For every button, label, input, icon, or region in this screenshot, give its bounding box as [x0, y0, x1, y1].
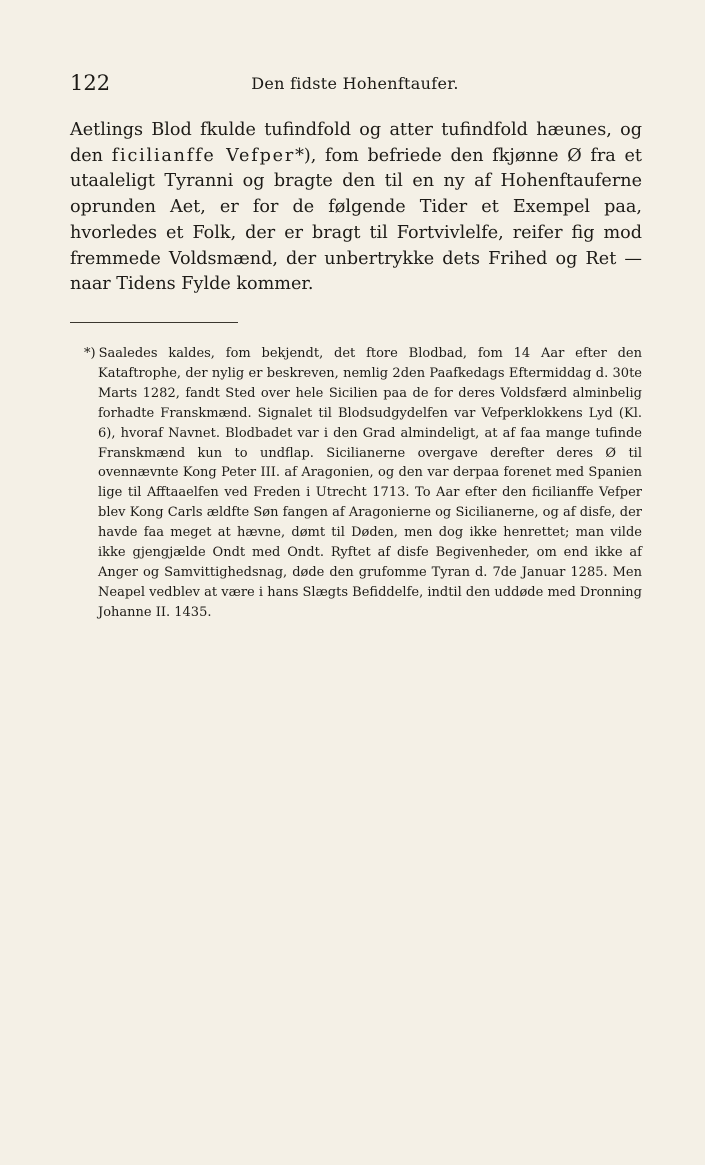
footnote-mark: *): [84, 346, 96, 361]
main-paragraph: [70, 118, 642, 298]
footnote-divider: [70, 322, 238, 323]
running-title: Den fidste Hohenftaufer.: [251, 74, 459, 93]
footnote-text: Saaledes kaldes, fom bekjendt, det ftore Blodbad, fom 14 Aar efter den Kataftrophe, der nylig er beskreven, nemlig 2den Paafkedags Eftermiddag d. 30te Marts 1282, fandt Sted over hele Sicilien paa de for deres Voldsfærd alminbelig forhadte Franskmænd. Signalet til Blodsudgydelfen var Vefperklokkens Lyd (Kl. 6), hvoraf Navnet. Blodbadet var i den Grad almindeligt, at af faa mange tufinde Franskmænd kun to undflap. Sicilianerne overgave derefter deres Ø til ovennævnte Kong Peter III. af Aragonien, og den var derpaa forenet med Spanien lige til Afftaaelfen ved Freden i Utrecht 1713. To Aar efter den ficilianffe Vefper blev Kong Carls ældfte Søn fangen af Aragonierne og Sicilianerne, og af disfe, der havde faa meget at hævne, dømt til Døden, men dog ikke henrettet; man vilde ikke gjengjælde Ondt med Ondt. Ryftet af disfe Begivenheder, om end ikke af Anger og Samvittighedsnag, døde den grufomme Tyran d. 7de Januar 1285. Men Neapel vedblev at være i hans Slægts Befiddelfe, indtil den uddøde med Dronning Johanne II. 1435.: [98, 346, 642, 620]
spaced-phrase: ficilianffe Vefper: [111, 145, 296, 166]
main-text-end: , fom befriede den fkjønne Ø fra et utaaleligt Tyranni og bragte den til en ny af Hohenftauferne oprunden Aet, er for de følgende Tider et Exempel paa, hvorledes et Folk, der er bragt til Fortvivlelfe, reifer fig mod fremmede Voldsmænd, der unbertrykke dets Frihed og Ret — naar Tidens Fylde kommer.: [70, 145, 642, 295]
page-number: 122: [70, 71, 111, 95]
main-text-start: Aetlings Blod fkulde tufindfold og atter tufindfold hæunes, og den: [70, 120, 642, 166]
footnote-reference: *): [295, 145, 311, 166]
page-header: [70, 68, 640, 98]
footnote: [70, 344, 642, 623]
